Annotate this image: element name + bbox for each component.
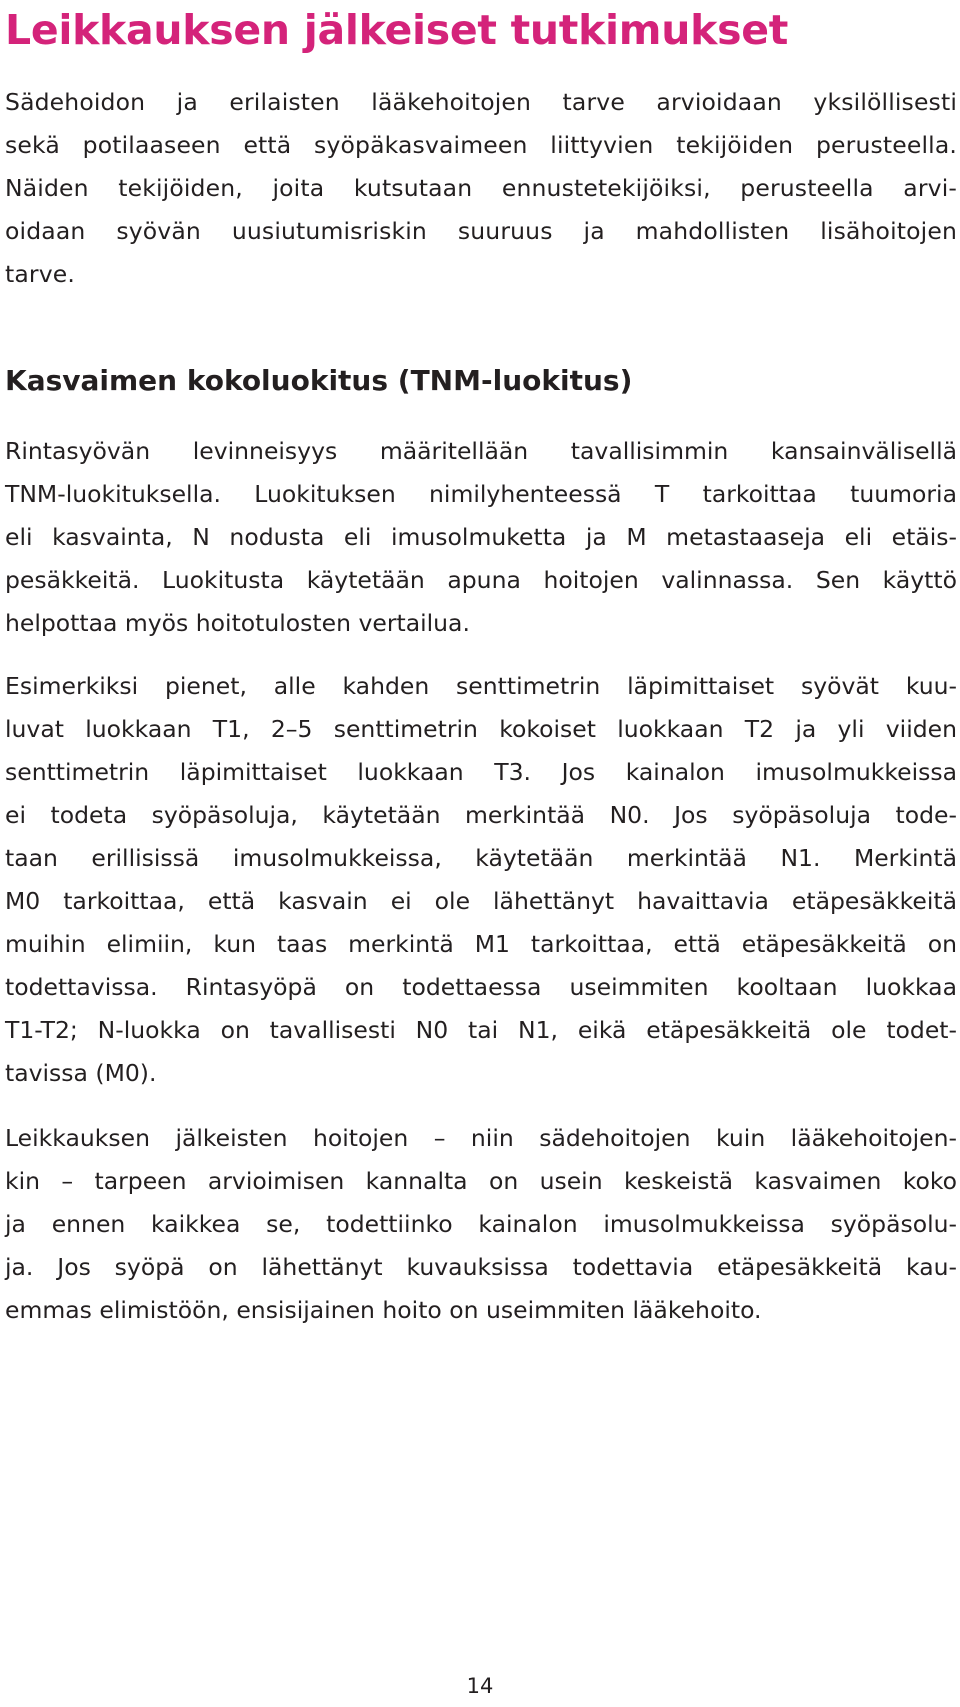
text-line: Näiden tekijöiden, joita kutsutaan ennustetekijöiksi, perusteella arvi- [5, 174, 957, 202]
text-line: helpottaa myös hoitotulosten vertailua. [5, 609, 470, 637]
paragraph-tnm-examples [5, 665, 957, 1095]
page-number: 14 [466, 1674, 494, 1698]
text-line: tarve. [5, 260, 76, 288]
text-line: T1-T2; N-luokka on tavallisesti N0 tai N1, eikä etäpesäkkeitä ole todet- [5, 1016, 957, 1044]
page-title: Leikkauksen jälkeiset tutkimukset [5, 6, 788, 54]
text-line: oidaan syövän uusiutumisriskin suuruus ja mahdollisten lisähoitojen [5, 217, 957, 245]
paragraph-postoperative-treatment [5, 1117, 957, 1332]
text-line: eli kasvainta, N nodusta eli imusolmuketta ja M metastaaseja eli etäis- [5, 523, 957, 551]
text-line: pesäkkeitä. Luokitusta käytetään apuna hoitojen valinnassa. Sen käyttö [5, 566, 957, 594]
text-line: ja. Jos syöpä on lähettänyt kuvauksissa todettavia etäpesäkkeitä kau- [5, 1253, 957, 1281]
section-heading-tnm: Kasvaimen kokoluokitus (TNM-luokitus) [5, 364, 633, 397]
text-line: Sädehoidon ja erilaisten lääkehoitojen tarve arvioidaan yksilöllisesti [5, 88, 957, 116]
paragraph-intro [5, 81, 957, 296]
text-line: kin – tarpeen arvioimisen kannalta on usein keskeistä kasvaimen koko [5, 1167, 957, 1195]
text-line: taan erillisissä imusolmukkeissa, käytetään merkintää N1. Merkintä [5, 844, 957, 872]
text-line: TNM-luokituksella. Luokituksen nimilyhenteessä T tarkoittaa tuumoria [5, 480, 957, 508]
text-line: Esimerkiksi pienet, alle kahden senttimetrin läpimittaiset syövät kuu- [5, 672, 957, 700]
text-line: ei todeta syöpäsoluja, käytetään merkintää N0. Jos syöpäsoluja tode- [5, 801, 957, 829]
text-line: senttimetrin läpimittaiset luokkaan T3. Jos kainalon imusolmukkeissa [5, 758, 957, 786]
paragraph-tnm-definition [5, 430, 957, 645]
text-line: Rintasyövän levinneisyys määritellään tavallisimmin kansainvälisellä [5, 437, 957, 465]
text-line: tavissa (M0). [5, 1059, 157, 1087]
text-line: muihin elimiin, kun taas merkintä M1 tarkoittaa, että etäpesäkkeitä on [5, 930, 957, 958]
text-line: Leikkauksen jälkeisten hoitojen – niin sädehoitojen kuin lääkehoitojen- [5, 1124, 957, 1152]
text-line: M0 tarkoittaa, että kasvain ei ole lähettänyt havaittavia etäpesäkkeitä [5, 887, 957, 915]
text-line: luvat luokkaan T1, 2–5 senttimetrin kokoiset luokkaan T2 ja yli viiden [5, 715, 957, 743]
text-line: ja ennen kaikkea se, todettiinko kainalon imusolmukkeissa syöpäsolu- [5, 1210, 957, 1238]
text-line: emmas elimistöön, ensisijainen hoito on useimmiten lääkehoito. [5, 1296, 762, 1324]
text-line: sekä potilaaseen että syöpäkasvaimeen liittyvien tekijöiden perusteella. [5, 131, 957, 159]
text-line: todettavissa. Rintasyöpä on todettaessa useimmiten kooltaan luokkaa [5, 973, 957, 1001]
